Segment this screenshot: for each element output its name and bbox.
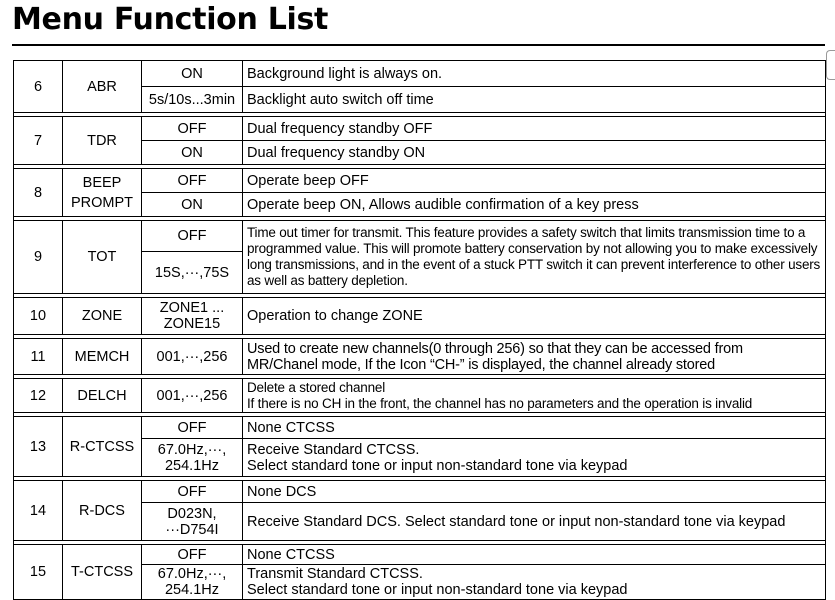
table-row bbox=[14, 417, 826, 439]
menu-name bbox=[63, 61, 142, 113]
table-row bbox=[14, 169, 826, 193]
menu-description bbox=[243, 379, 826, 413]
menu-number: 10 bbox=[14, 298, 63, 335]
menu-name bbox=[63, 117, 142, 165]
menu-description-line: Select standard tone or input non-standard tone via keypad bbox=[247, 457, 628, 474]
table-row bbox=[14, 481, 826, 503]
menu-description: Operate beep ON, Allows audible confirmation of a key press bbox=[243, 193, 826, 217]
menu-name-text: MEMCH bbox=[74, 348, 130, 365]
menu-description bbox=[243, 565, 826, 600]
menu-name-text: R-CTCSS bbox=[69, 438, 135, 455]
menu-option bbox=[142, 503, 243, 541]
menu-description-line: If there is no CH in the front, the channel has no parameters and the operation is invalid bbox=[247, 395, 753, 411]
menu-description: Background light is always on. bbox=[243, 61, 826, 87]
menu-option-line: ···D754I bbox=[165, 521, 219, 538]
table-row bbox=[14, 379, 826, 413]
menu-option-line: 254.1Hz bbox=[164, 582, 219, 598]
menu-description-line: Select standard tone or input non-standard tone via keypad bbox=[247, 582, 628, 598]
menu-option: ON bbox=[142, 193, 243, 217]
menu-name bbox=[63, 545, 142, 600]
menu-description-line: Delete a stored channel bbox=[247, 379, 385, 395]
menu-description: None CTCSS bbox=[243, 417, 826, 439]
table-row bbox=[14, 545, 826, 565]
menu-number: 6 bbox=[14, 61, 63, 113]
menu-name bbox=[63, 339, 142, 375]
menu-name-line: BEEP bbox=[82, 174, 122, 191]
menu-option: OFF bbox=[142, 481, 243, 503]
menu-name-text: T-CTCSS bbox=[70, 564, 134, 580]
menu-option: ON bbox=[142, 61, 243, 87]
table-row bbox=[14, 117, 826, 141]
menu-option bbox=[142, 439, 243, 477]
menu-name-text: DELCH bbox=[77, 387, 127, 404]
menu-description bbox=[243, 439, 826, 477]
menu-option: 5s/10s...3min bbox=[142, 87, 243, 113]
table-row bbox=[14, 298, 826, 335]
menu-name-text: TOT bbox=[87, 249, 117, 265]
menu-option: 15S,···,75S bbox=[142, 252, 243, 294]
menu-name-text: R-DCS bbox=[79, 502, 125, 519]
menu-name bbox=[63, 417, 142, 477]
menu-number: 13 bbox=[14, 417, 63, 477]
menu-option: OFF bbox=[142, 117, 243, 141]
menu-option: ON bbox=[142, 141, 243, 165]
table-row bbox=[14, 61, 826, 87]
menu-description-line: Used to create new channels(0 through 256) so that they can be accessed from bbox=[247, 340, 743, 357]
menu-option: OFF bbox=[142, 221, 243, 252]
title-underline bbox=[12, 44, 825, 46]
menu-name bbox=[63, 481, 142, 541]
menu-name-line: PROMPT bbox=[70, 194, 134, 211]
menu-description: Operation to change ZONE bbox=[243, 298, 826, 335]
menu-number: 8 bbox=[14, 169, 63, 217]
menu-option: 001,···,256 bbox=[142, 339, 243, 375]
menu-name bbox=[63, 379, 142, 413]
menu-number: 7 bbox=[14, 117, 63, 165]
menu-option: 001,···,256 bbox=[142, 379, 243, 413]
menu-description: None DCS bbox=[243, 481, 826, 503]
menu-option-line: 67.0Hz,···, bbox=[157, 566, 227, 582]
menu-number: 14 bbox=[14, 481, 63, 541]
menu-option-line: D023N, bbox=[167, 505, 217, 522]
menu-function-table bbox=[13, 60, 826, 600]
menu-description-line: MR/Chanel mode, If the Icon “CH-” is displayed, the channel already stored bbox=[247, 356, 715, 373]
page-title: Menu Function List bbox=[12, 2, 329, 37]
menu-option-line: 67.0Hz,···, bbox=[157, 441, 227, 458]
menu-number: 9 bbox=[14, 221, 63, 294]
menu-description: Operate beep OFF bbox=[243, 169, 826, 193]
menu-name-text: ZONE bbox=[81, 308, 123, 324]
menu-option: OFF bbox=[142, 417, 243, 439]
menu-description: Receive Standard DCS. Select standard tone or input non-standard tone via keypad bbox=[243, 503, 826, 541]
scroll-handle[interactable] bbox=[826, 50, 835, 80]
menu-description: Dual frequency standby ON bbox=[243, 141, 826, 165]
menu-name-text: TDR bbox=[87, 132, 117, 149]
menu-name bbox=[63, 169, 142, 217]
menu-description: Backlight auto switch off time bbox=[243, 87, 826, 113]
table-row bbox=[14, 339, 826, 375]
menu-description: Time out timer for transmit. This feature provides a safety switch that limits transmission time to a programmed value. This will promote battery conservation by not allowing you to make excessively long transmissions, and in the event of a stuck PTT switch it can prevent interference to other users as well as battery depletion. bbox=[243, 221, 826, 294]
menu-option-line: ZONE15 bbox=[163, 316, 221, 332]
menu-name bbox=[63, 298, 142, 335]
menu-option-line: 254.1Hz bbox=[164, 457, 219, 474]
menu-description-line: Transmit Standard CTCSS. bbox=[247, 566, 423, 582]
menu-description bbox=[243, 339, 826, 375]
menu-name-text: ABR bbox=[87, 78, 117, 95]
menu-number: 12 bbox=[14, 379, 63, 413]
menu-option-line: ZONE1 ... bbox=[159, 300, 225, 316]
menu-number: 15 bbox=[14, 545, 63, 600]
table-row bbox=[14, 221, 826, 252]
menu-name bbox=[63, 221, 142, 294]
menu-number: 11 bbox=[14, 339, 63, 375]
menu-description: Dual frequency standby OFF bbox=[243, 117, 826, 141]
menu-option bbox=[142, 565, 243, 600]
menu-option: OFF bbox=[142, 169, 243, 193]
menu-description-line: Receive Standard CTCSS. bbox=[247, 441, 420, 458]
menu-option: OFF bbox=[142, 545, 243, 565]
menu-option bbox=[142, 298, 243, 335]
menu-description: None CTCSS bbox=[243, 545, 826, 565]
